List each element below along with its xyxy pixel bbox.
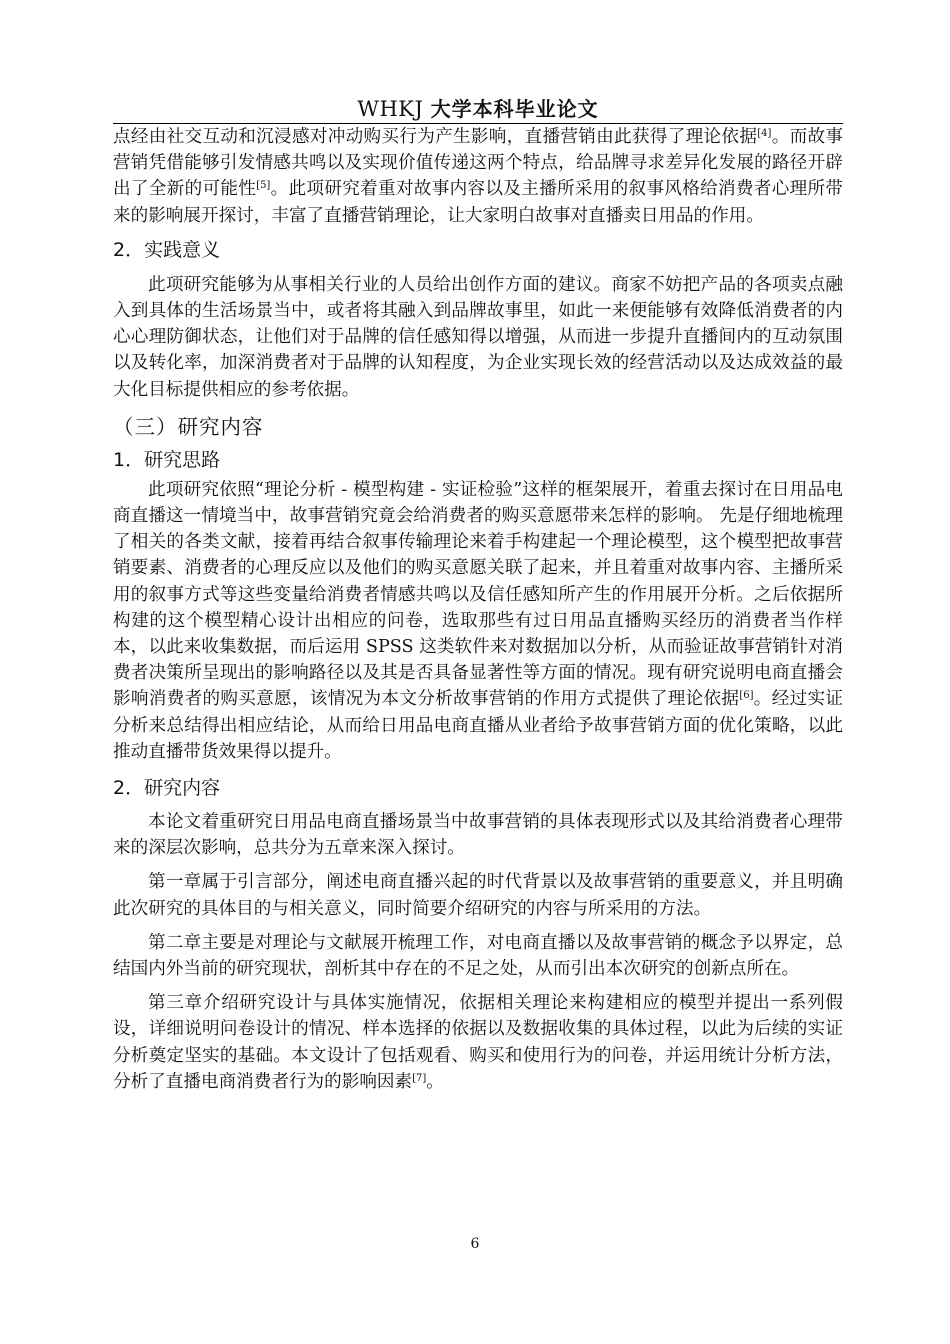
body-text xyxy=(113,124,843,1095)
text-run: 。此项研究着重对故事内容以及主播所采用的叙事风格给消费者心理所带来的影响展开探讨，丰富了直播营销理论，让大家明白故事对直播卖日用品的作用。 xyxy=(113,179,843,226)
running-header xyxy=(113,96,843,122)
citation-6: [6] xyxy=(739,690,754,702)
paragraph-approach xyxy=(113,477,843,765)
heading-research-content-section: （三）研究内容 xyxy=(113,414,264,439)
paragraph-chapter-1: 第一章属于引言部分，阐述电商直播兴起的时代背景以及故事营销的重要意义，并且明确此次研究的具体目的与相关意义，同时简要介绍研究的内容与所采用的方法。 xyxy=(113,872,843,919)
text-run: 第三章介绍研究设计与具体实施情况，依据相关理论来构建相应的模型并提出一系列假设，详细说明问卷设计的情况、样本选择的依据以及数据收集的具体过程，以此为后续的实证分析奠定坚实的基础。本文设计了包括观看、购买和使用行为的问卷，并运用统计分析方法，分析了直播电商消费者行为的影响因素 xyxy=(113,993,843,1092)
page-number: 6 xyxy=(470,1236,480,1252)
heading-research-approach: 1．研究思路 xyxy=(113,448,221,471)
header-title: 大学本科毕业论文 xyxy=(430,97,599,121)
text-run: 。经过实证分析来总结得出相应结论，从而给日用品电商直播从业者给予故事营销方面的优化策略，以此推动直播带货效果得以提升。 xyxy=(113,689,843,762)
header-latin: WHKJ xyxy=(357,97,424,121)
paragraph-practical: 此项研究能够为从事相关行业的人员给出创作方面的建议。商家不妨把产品的各项卖点融入到具体的生活场景当中，或者将其融入到品牌故事里，如此一来便能够有效降低消费者的内心心理防御状态，让他们对于品牌的信任感知得以增强，从而进一步提升直播间内的互动氛围以及转化率，加深消费者对于品牌的认知程度，为企业实现长效的经营活动以及达成效益的最大化目标提供相应的参考依据。 xyxy=(113,274,843,400)
text-run: 此项研究依照“理论分析 - 模型构建 - 实证检验”这样的框架展开，着重去探讨在日用品电商直播这一情境当中，故事营销究竟会给消费者的购买意愿带来怎样的影响。 先是仔细地梳理了相关的各类文献，接着再结合叙事传输理论来着手构建起一个理论模型，这个模型把故事营销要素、消费者的心理反应以及他们的购买意愿关联了起来，并且着重对故事内容、主播所采用的叙事方式等这些变量给消费者情感共鸣以及信任感知所产生的作用展开分析。之后依据所构建的这个模型精心设计出相应的问卷，选取那些有过日用品直播购买经历的消费者当作样本，以此来收集数据，而后运用 SPSS 这类软件来对数据加以分析，从而验证故事营销针对消费者决策所呈现出的影响路径以及其是否具备显著性等方面的情况。现有研究说明电商直播会影响消费者的购买意愿，该情况为本文分析故事营销的作用方式提供了理论依据 xyxy=(113,479,843,710)
paragraph-overview: 本论文着重研究日用品电商直播场景当中故事营销的具体表现形式以及其给消费者心理带来的深层次影响，总共分为五章来深入探讨。 xyxy=(113,812,843,859)
paragraph-theory-continued xyxy=(113,124,843,229)
paragraph-chapter-2: 第二章主要是对理论与文献展开梳理工作，对电商直播以及故事营销的概念予以界定，总结国内外当前的研究现状，剖析其中存在的不足之处，从而引出本次研究的创新点所在。 xyxy=(113,932,843,980)
citation-5: [5] xyxy=(256,180,271,192)
text-run: 。而故事营销凭借能够引发情感共鸣以及实现价值传递这两个特点，给品牌寻求差异化发展的路径开辟出了全新的可能性 xyxy=(113,127,843,200)
heading-research-contents: 2．研究内容 xyxy=(113,777,221,800)
citation-4: [4] xyxy=(757,128,772,139)
text-run: 。 xyxy=(426,1071,444,1092)
heading-practical-significance: 2．实践意义 xyxy=(113,238,221,261)
paragraph-chapter-3 xyxy=(113,990,843,1095)
text-run: 点经由社交互动和沉浸感对冲动购买行为产生影响，直播营销由此获得了理论依据 xyxy=(113,127,758,147)
citation-7: [7] xyxy=(412,1072,427,1084)
